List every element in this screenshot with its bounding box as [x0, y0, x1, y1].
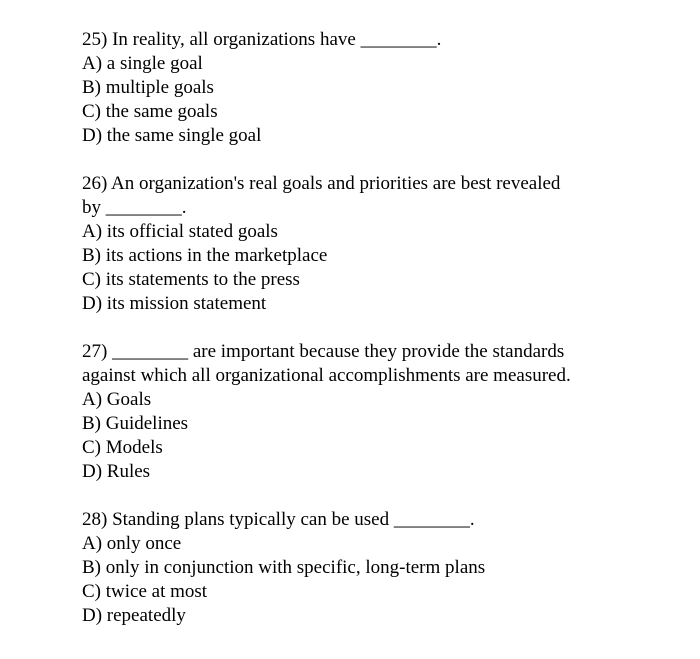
question-text: 28) Standing plans typically can be used ________. [82, 509, 475, 530]
question-text-continued: against which all organizational accomplishments are measured. [82, 365, 571, 386]
question-list [82, 28, 682, 652]
answer-option-c: C) its statements to the press [82, 269, 300, 290]
answer-option-b: B) its actions in the marketplace [82, 245, 328, 266]
answer-option-a: A) its official stated goals [82, 221, 278, 242]
answer-option-b: B) only in conjunction with specific, long-term plans [82, 557, 486, 578]
answer-option-c: C) twice at most [82, 581, 208, 602]
question-28 [82, 508, 682, 628]
question-text: 27) ________ are important because they provide the standards [82, 341, 565, 362]
answer-option-c: C) Models [82, 437, 163, 458]
question-27 [82, 340, 682, 484]
question-text: 26) An organization's real goals and priorities are best revealed [82, 173, 561, 194]
question-text: 25) In reality, all organizations have ________. [82, 29, 442, 50]
answer-option-d: D) the same single goal [82, 125, 262, 146]
answer-option-d: D) repeatedly [82, 605, 186, 626]
question-26 [82, 172, 682, 316]
answer-option-a: A) only once [82, 533, 182, 554]
answer-option-b: B) Guidelines [82, 413, 189, 434]
question-text-continued: by ________. [82, 197, 187, 218]
answer-option-a: A) Goals [82, 389, 152, 410]
answer-option-a: A) a single goal [82, 53, 203, 74]
answer-option-d: D) its mission statement [82, 293, 267, 314]
question-25 [82, 28, 682, 148]
answer-option-d: D) Rules [82, 461, 151, 482]
answer-option-c: C) the same goals [82, 101, 218, 122]
answer-option-b: B) multiple goals [82, 77, 214, 98]
